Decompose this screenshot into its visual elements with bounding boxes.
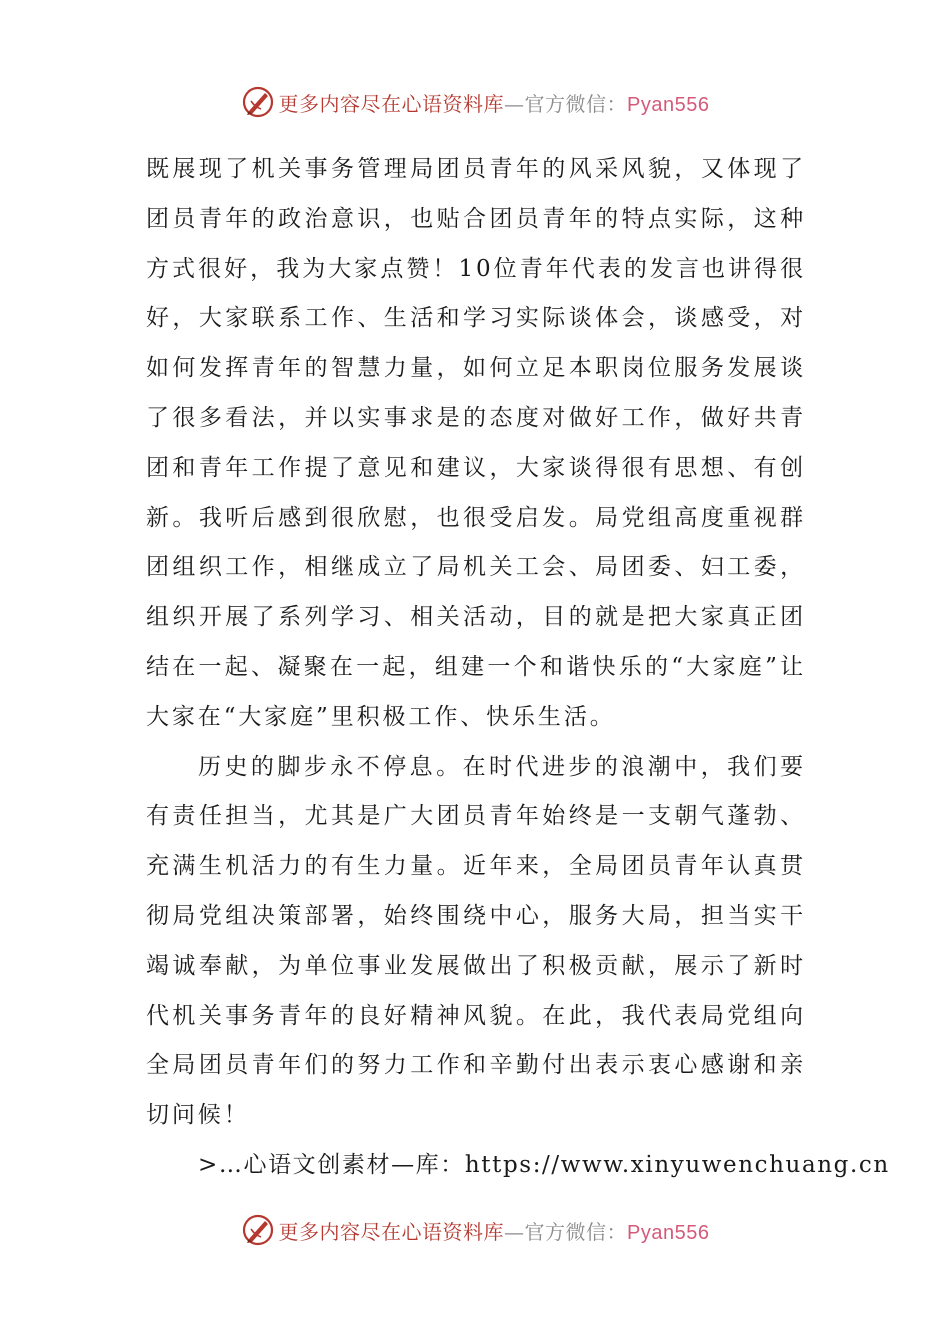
- footer-wechat-label: 官方微信：: [524, 1219, 628, 1244]
- source-link[interactable]: >…心语文创素材—库：https://www.xinyuwenchuang.cn: [198, 1151, 890, 1178]
- footer-dash: —: [504, 1219, 525, 1244]
- footer-brand: 更多内容尽在心语资料库: [278, 1219, 505, 1244]
- pen-logo-icon: [241, 1213, 275, 1247]
- paragraph-2: 历史的脚步永不停息。在时代进步的浪潮中，我们要有责任担当，尤其是广大团员青年始终是一支朝气蓬勃、充满生机活力的有生力量。近年来，全局团员青年认真贯彻局党组决策部署，始终围绕中心，服务大局，担当实干竭诚奉献，为单位事业发展做出了积极贡献，展示了新时代机关事务青年的良好精神风貌。在此，我代表局党组向全局团员青年们的努力工作和辛勤付出表示衷心感谢和亲切问候！: [146, 753, 806, 1129]
- footer-banner-text: [279, 1216, 710, 1245]
- header-banner: [0, 82, 950, 122]
- paragraph-1: 既展现了机关事务管理局团员青年的风采风貌，又体现了团员青年的政治意识，也贴合团员青年的特点实际，这种方式很好，我为大家点赞！10位青年代表的发言也讲得很好，大家联系工作、生活和学习实际谈体会，谈感受，对如何发挥青年的智慧力量，如何立足本职岗位服务发展谈了很多看法，并以实事求是的态度对做好工作，做好共青团和青年工作提了意见和建议，大家谈得很有思想、有创新。我听后感到很欣慰，也很受启发。局党组高度重视群团组织工作，相继成立了局机关工会、局团委、妇工委，组织开展了系列学习、相关活动，目的就是把大家真正团结在一起、凝聚在一起，组建一个和谐快乐的“大家庭”让大家在“大家庭”里积极工作、快乐生活。: [146, 156, 806, 730]
- pen-logo-icon: [241, 85, 275, 119]
- header-banner-text: [279, 88, 710, 117]
- header-dash: —: [504, 91, 525, 116]
- document-body: [146, 145, 890, 1191]
- footer-wechat-id: Pyan556: [627, 1221, 710, 1244]
- header-wechat-label: 官方微信：: [524, 91, 628, 116]
- header-brand: 更多内容尽在心语资料库: [278, 91, 505, 116]
- header-wechat-id: Pyan556: [627, 93, 710, 116]
- footer-banner: [0, 1210, 950, 1250]
